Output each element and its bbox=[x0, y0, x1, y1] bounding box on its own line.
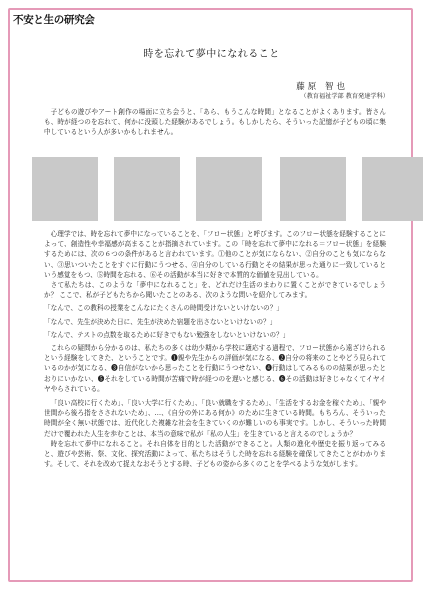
quoted-question: 「なんで、先生が決めた日に、先生が決めた宿題を出さないといけないの？」 bbox=[44, 317, 277, 326]
body-paragraph: これらの疑問から分かるのは、私たちの多くは幼少期から学校に適応する過程で、フロー状態から遠ざけられるという経験をしてきた、ということです。❶親や先生からの評価が気になる、❷自分の将来のことやどう見られているのかが気になる、❸自信がないから思ったことを行動にうつせない、❹行動はしてみるものの結果が思ったとおりにいかない、❺それをしている時間が苦痛で時が経つのを遅いと感じる、❻その活動は好きじゃなくてイヤイヤやらされている。 bbox=[44, 344, 386, 393]
body-text bbox=[44, 229, 386, 469]
quoted-question: 「なんで、テストの点数を取るために好きでもない勉強をしないといけないの？」 bbox=[44, 330, 290, 339]
photo-placeholder-4 bbox=[280, 157, 346, 221]
body-paragraph: さて私たちは、このような「夢中になれること」を、どれだけ生活のまわりに置くことができているでしょうか？ ここで、私が子どもたちから聞いたことのある、次のような問いを紹介してみます。 bbox=[44, 281, 386, 300]
intro-text bbox=[44, 107, 386, 138]
intro-paragraph: 子どもの遊びやアート創作の場面に立ち会うと、「あら、もうこんな時間」となることがよくあります。皆さんも、時が経つのを忘れて、何かに没頭した経験があるでしょう。もしかしたら、そういった記憶が子どもの頃に集中しているという人が多いかもしれません。 bbox=[44, 108, 386, 137]
body-paragraph: 心理学では、時を忘れて夢中になっていることを、「フロー状態」と呼びます。このフロー状態を経験することによって、創造性や幸福感が高まることが指摘されています。この「時を忘れて夢中になれる＝フロー状態」を経験するためには、次の６つの条件があると言われています。①他のことが気にならない、②自分のことも気にならない、③思いついたことをすぐに行動にうつせる、④自分のしている行動とその結果が思った通りに一致しているという感覚をもつ、⑤時間を忘れる、⑥その活動が本当に好きで本質的な価値を見出している。 bbox=[44, 230, 386, 279]
photo-placeholder-3 bbox=[196, 157, 262, 221]
body-paragraph: 「良い高校に行くため」、「良い大学に行くため」、「良い就職をするため」、「生活をするお金を稼ぐため」、「親や世間から後ろ指をさされないため」、…、《自分の外にある何か》のために生きている時間。もちろん、そういった時間が全く無い状態では、近代化した複雑な社会を生きていくのが難しいのも事実です。しかし、そういった時間だけで覆われた人生を歩むことは、本当の意味で私が「私の人生」を生きていると言えるのでしょうか？ bbox=[44, 399, 386, 438]
brand-name: 不安と生の研究会 bbox=[13, 14, 95, 26]
photo-strip bbox=[32, 157, 390, 221]
author-name: 藤原 智也 bbox=[296, 82, 348, 92]
quoted-question: 「なんで、この教科の授業をこんなにたくさんの時間受けないといけないの？」 bbox=[44, 304, 284, 313]
article-title: 時を忘れて夢中になれること bbox=[143, 49, 280, 60]
author-affiliation: （教育福祉学部 教育発達学科） bbox=[300, 93, 389, 100]
photo-placeholder-2 bbox=[114, 157, 180, 221]
photo-placeholder-5 bbox=[362, 157, 423, 221]
photo-placeholder-1 bbox=[32, 157, 98, 221]
body-paragraph: 時を忘れて夢中になれること。それ自体を目的とした活動ができること。人類の進化や歴史を振り返ってみると、遊びや芸術、祭、文化、探究活動によって、私たちはそうした時を忘れる経験を確保してきたことがわかります。そして、それを改めて捉えなおそうとする時、子どもの姿から多くのことを学べるような気がします。 bbox=[44, 439, 386, 469]
